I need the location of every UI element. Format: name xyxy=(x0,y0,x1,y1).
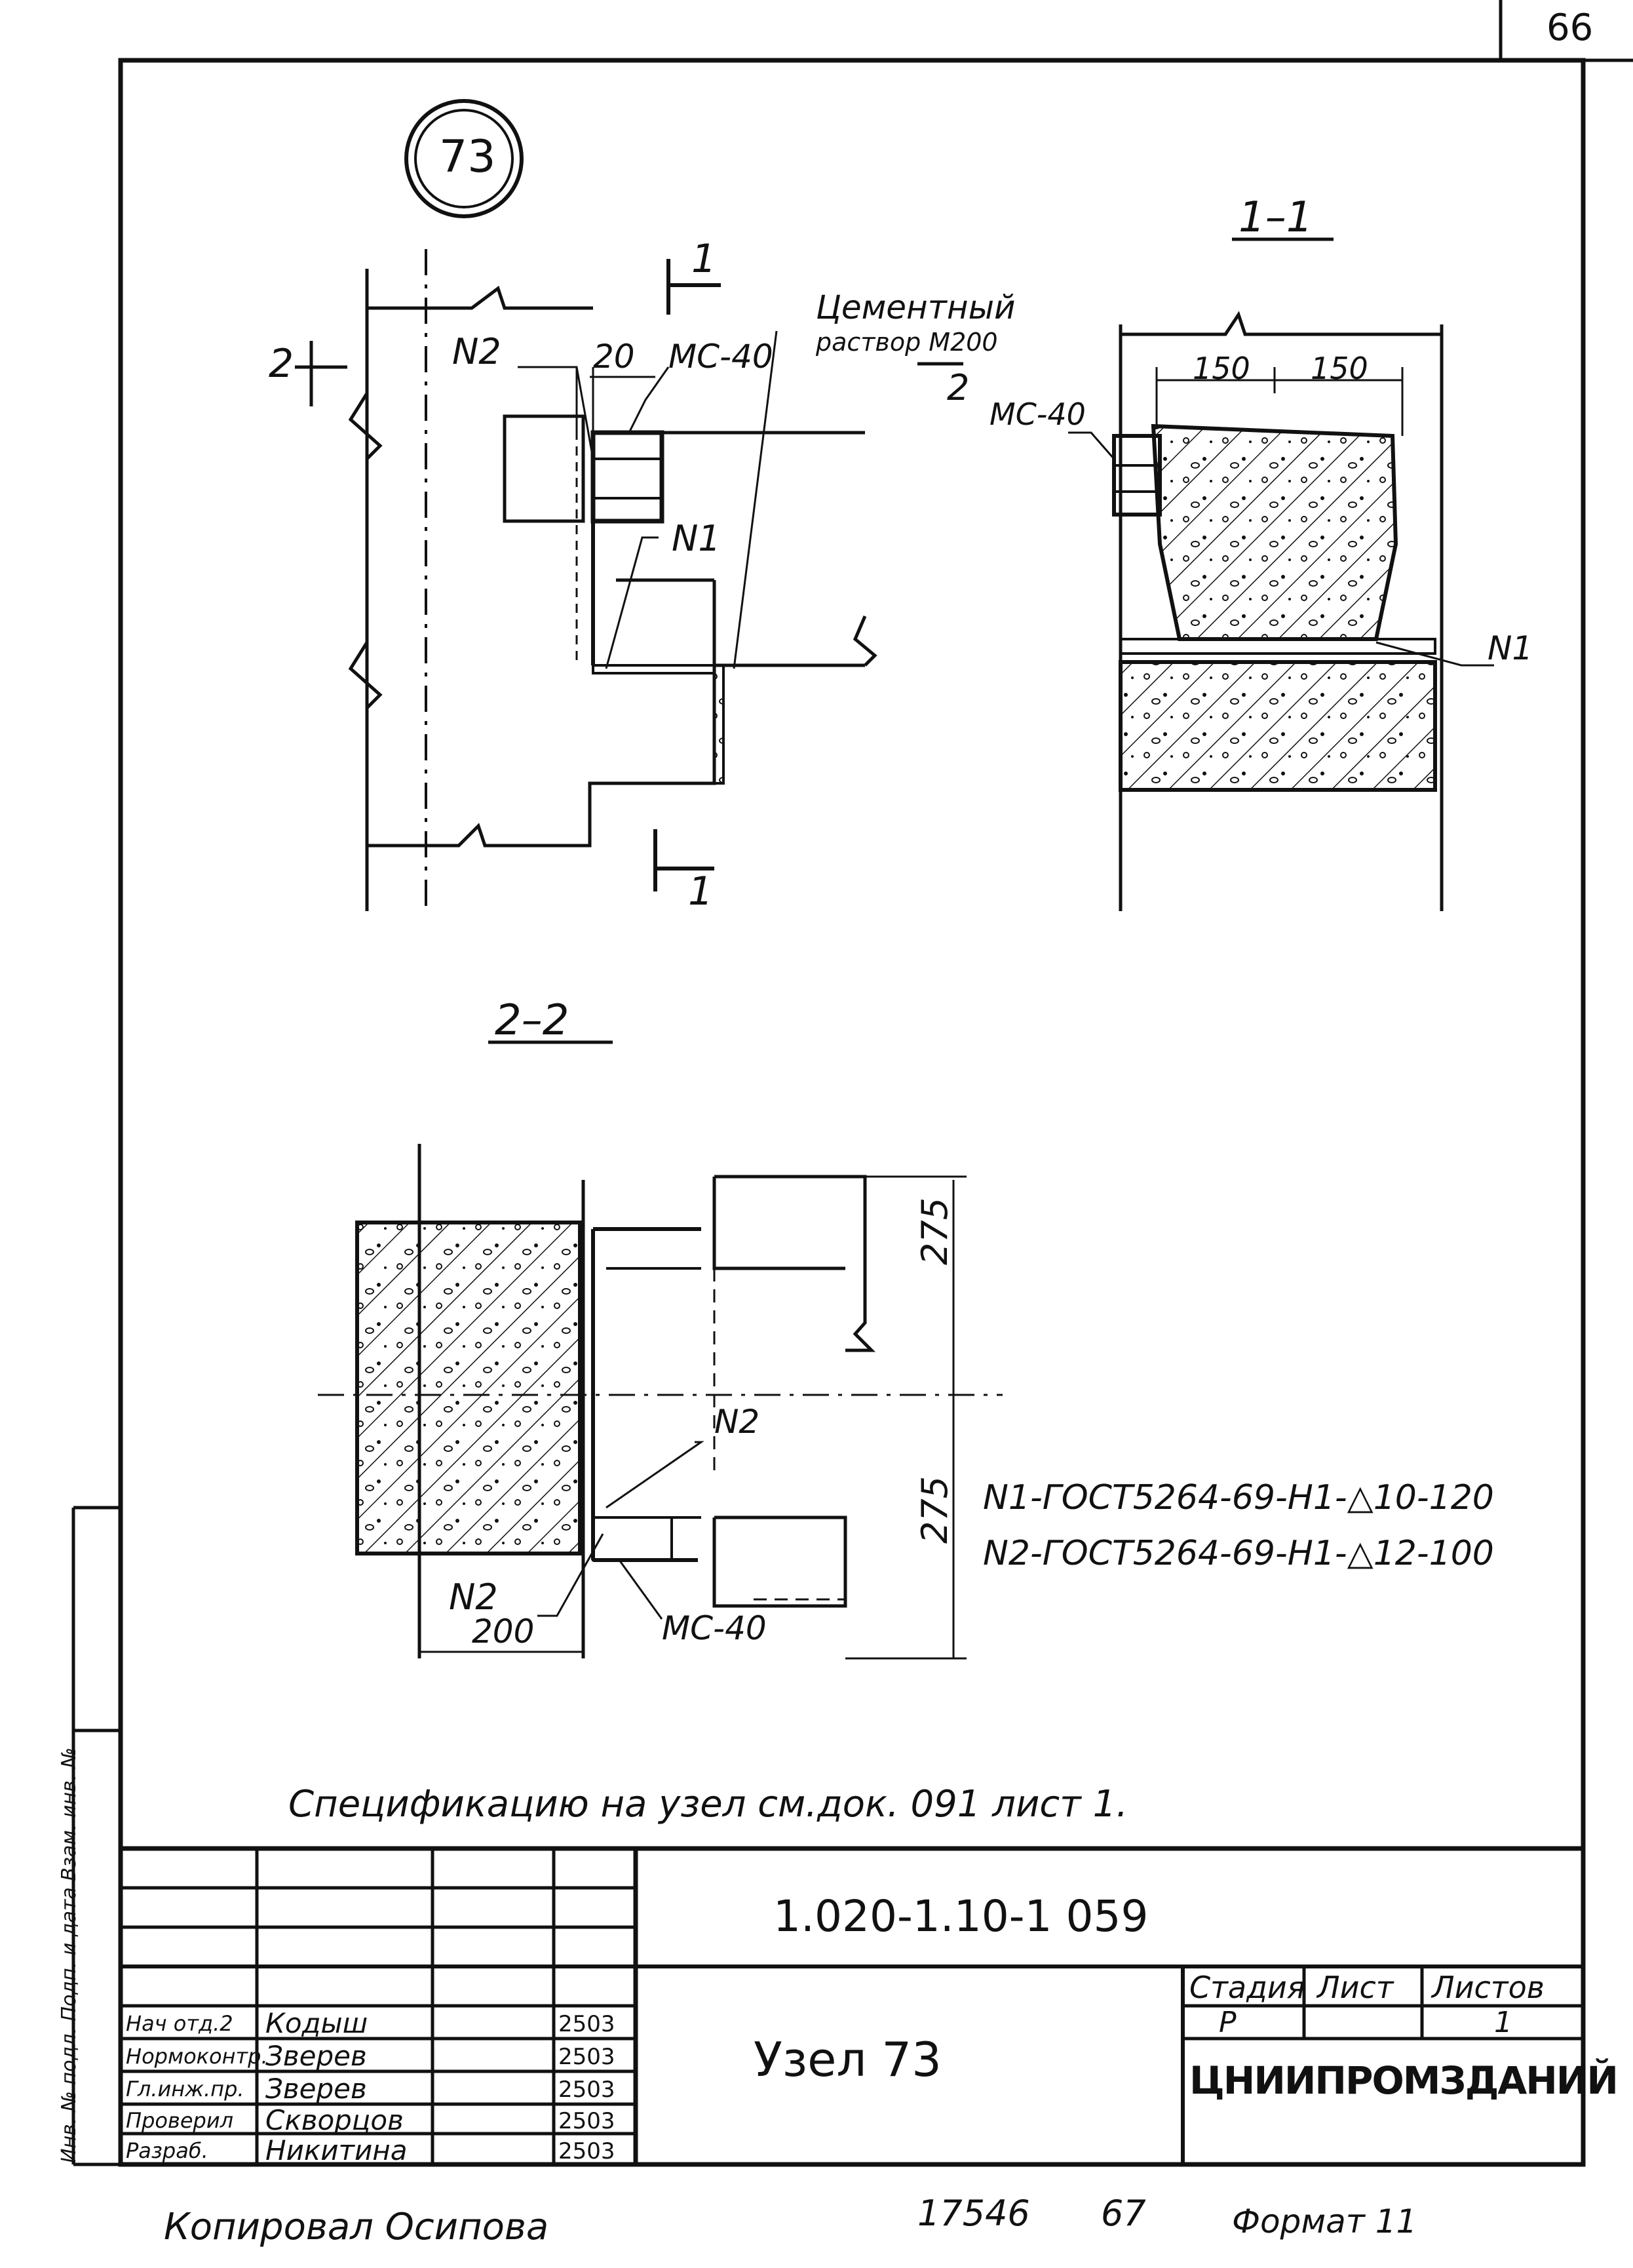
row-name: Скворцов xyxy=(265,2104,404,2136)
mortar-label-line1: Цементный xyxy=(816,288,1016,326)
sheet-number: 66 xyxy=(1547,7,1594,49)
row-role: Нормоконтр. xyxy=(126,2044,268,2069)
row-role: Гл.инж.пр. xyxy=(126,2077,244,2102)
doc-code: 1.020-1.10-1 059 xyxy=(773,1891,1149,1942)
section-2-2-title: 2–2 xyxy=(495,996,569,1045)
row-name: Никитина xyxy=(265,2134,408,2166)
sheet-header: Лист xyxy=(1317,1970,1394,2005)
row-role: Нач отд.2 xyxy=(126,2011,233,2036)
side-stamp: Инв. № подл. Подп. и дата Взам. инв. № xyxy=(58,1747,81,2163)
weld-n2-spec: N2-ГОСТ5264-69-Н1-△12-100 xyxy=(983,1534,1494,1573)
cut-1-bottom-label: 1 xyxy=(688,869,714,914)
row-date: 2503 xyxy=(558,2138,615,2164)
plan-mc40-label: МС-40 xyxy=(668,338,773,376)
s11-dim-150-right: 150 xyxy=(1311,351,1368,386)
drawing-title: Узел 73 xyxy=(754,2032,942,2087)
copied-by: Копировал Осипова xyxy=(164,2206,549,2248)
cut-2-left-label: 2 xyxy=(269,341,294,387)
section-1-1 xyxy=(1068,239,1494,911)
node-number: 73 xyxy=(439,131,496,183)
order-number: 17546 xyxy=(917,2193,1030,2234)
stage-header: Стадия xyxy=(1189,1970,1305,2005)
s22-dim-275-top: 275 xyxy=(914,1197,955,1265)
row-date: 2503 xyxy=(558,2077,615,2103)
row-name: Кодыш xyxy=(265,2007,368,2039)
s22-dim-200: 200 xyxy=(472,1613,535,1651)
page-number: 67 xyxy=(1101,2193,1146,2234)
specification-note: Спецификацию на узел см.док. 091 лист 1. xyxy=(288,1783,1128,1826)
s22-mc40-label: МС-40 xyxy=(662,1609,767,1647)
s11-n1-label: N1 xyxy=(1488,629,1533,667)
row-role: Проверил xyxy=(126,2108,234,2133)
s22-n2-left-label: N2 xyxy=(449,1576,498,1618)
row-name: Зверев xyxy=(265,2040,367,2072)
s11-dim-150-left: 150 xyxy=(1193,351,1250,386)
format-label: Формат 11 xyxy=(1232,2202,1417,2240)
weld-n1-spec: N1-ГОСТ5264-69-Н1-△10-120 xyxy=(983,1478,1494,1517)
s22-dim-275-bottom: 275 xyxy=(914,1476,955,1544)
plan-dim-20: 20 xyxy=(593,338,635,376)
plan-n2-label: N2 xyxy=(452,331,501,372)
row-date: 2503 xyxy=(558,2108,615,2134)
organization-name: ЦНИИПРОМЗДАНИЙ xyxy=(1189,2058,1617,2103)
row-name: Зверев xyxy=(265,2073,367,2105)
mortar-label-line2: раствор М200 xyxy=(816,328,998,357)
plan-n1-label: N1 xyxy=(672,518,721,559)
row-date: 2503 xyxy=(558,2044,615,2070)
cut-1-top-label: 1 xyxy=(691,236,717,282)
s22-n2-right-label: N2 xyxy=(714,1403,760,1441)
stage-value: Р xyxy=(1219,2006,1237,2039)
sheets-header: Листов xyxy=(1432,1970,1545,2005)
section-1-1-title: 1–1 xyxy=(1239,193,1313,242)
row-role: Разраб. xyxy=(126,2138,208,2163)
row-date: 2503 xyxy=(558,2011,615,2037)
s11-mc40-label: МС-40 xyxy=(989,397,1086,432)
sheets-value: 1 xyxy=(1494,2006,1512,2039)
section-2-2 xyxy=(318,1042,1003,1658)
cut-2-right-label: 2 xyxy=(947,367,970,408)
